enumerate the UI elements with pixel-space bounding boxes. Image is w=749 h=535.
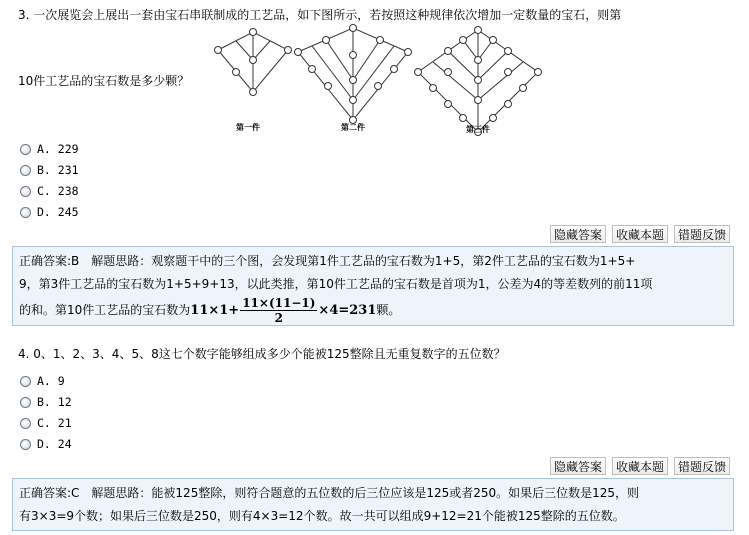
answer-explanation-q3	[12, 246, 734, 326]
option-label: D. 24	[37, 437, 72, 451]
question-3-text-line2: 10件工艺品的宝石数是多少颗？	[18, 74, 190, 88]
question-4-text: 4. 0、1、2、3、4、5、8这七个数字能够组成多少个能被125整除且无重复数字的五位数？	[18, 347, 506, 361]
q4-option-b[interactable]	[20, 394, 72, 410]
q4-option-c[interactable]	[20, 415, 72, 431]
formula-part: 11×1+	[190, 303, 240, 318]
radio-icon[interactable]	[20, 165, 31, 176]
hide-answer-button[interactable]: 隐藏答案	[550, 225, 606, 243]
q3-option-d[interactable]	[20, 204, 79, 220]
formula-fraction	[240, 296, 317, 325]
q3-option-b[interactable]	[20, 162, 79, 178]
figure-2-shape	[298, 28, 408, 120]
report-error-button[interactable]: 错题反馈	[674, 457, 730, 475]
radio-icon[interactable]	[20, 418, 31, 429]
report-error-button[interactable]: 错题反馈	[674, 225, 730, 243]
q4-option-d[interactable]	[20, 436, 72, 452]
option-label: B. 231	[37, 163, 79, 177]
radio-icon[interactable]	[20, 397, 31, 408]
figure-label-2: 第二件	[341, 122, 365, 132]
option-label: D. 245	[37, 205, 79, 219]
option-label: C. 238	[37, 184, 79, 198]
option-label: A. 9	[37, 374, 65, 388]
answer-text: 的和。第10件工艺品的宝石数为	[19, 303, 191, 317]
fraction-denominator: 2	[274, 311, 283, 325]
favorite-button[interactable]: 收藏本题	[612, 225, 668, 243]
favorite-button[interactable]: 收藏本题	[612, 457, 668, 475]
figure-label-3: 第三件	[466, 124, 490, 134]
option-label: C. 21	[37, 416, 72, 430]
radio-icon[interactable]	[20, 376, 31, 387]
answer-text: 颗。	[376, 303, 401, 317]
question-3-text-line1: 3. 一次展览会上展出一套由宝石串联制成的工艺品，如下图所示，若按照这种规律依次增加一定数量的宝石，则第	[18, 8, 622, 22]
option-label: B. 12	[37, 395, 72, 409]
radio-icon[interactable]	[20, 186, 31, 197]
answer-line: 正确答案:C 解题思路：能被125整除，则符合题意的五位数的后三位应该是125或者250。如果后三位数是125，则	[19, 486, 640, 500]
q3-option-a[interactable]	[20, 141, 79, 157]
radio-icon[interactable]	[20, 207, 31, 218]
option-label: A. 229	[37, 142, 79, 156]
answer-line: 正确答案:B 解题思路：观察题干中的三个图，会发现第1件工艺品的宝石数为1+5，第2件工艺品的宝石数为1+5+	[19, 254, 636, 268]
answer-line: 9，第3件工艺品的宝石数为1+5+9+13，以此类推，第10件工艺品的宝石数是首项为1，公差为4的等差数列的前11项	[19, 277, 653, 291]
radio-icon[interactable]	[20, 439, 31, 450]
radio-icon[interactable]	[20, 144, 31, 155]
hide-answer-button[interactable]: 隐藏答案	[550, 457, 606, 475]
answer-explanation-q4	[12, 478, 734, 531]
fraction-numerator: 11×(11−1)	[242, 296, 316, 310]
q3-option-c[interactable]	[20, 183, 79, 199]
answer-line: 有3×3=9个数；如果后三位数是250，则有4×3=12个数。故一共可以组成9+12=21个能被125整除的五位数。	[19, 509, 625, 523]
answer-line	[19, 296, 727, 325]
formula-part: ×4=231	[318, 303, 377, 318]
figure-label-1: 第一件	[236, 122, 260, 132]
q4-option-a[interactable]	[20, 373, 65, 389]
